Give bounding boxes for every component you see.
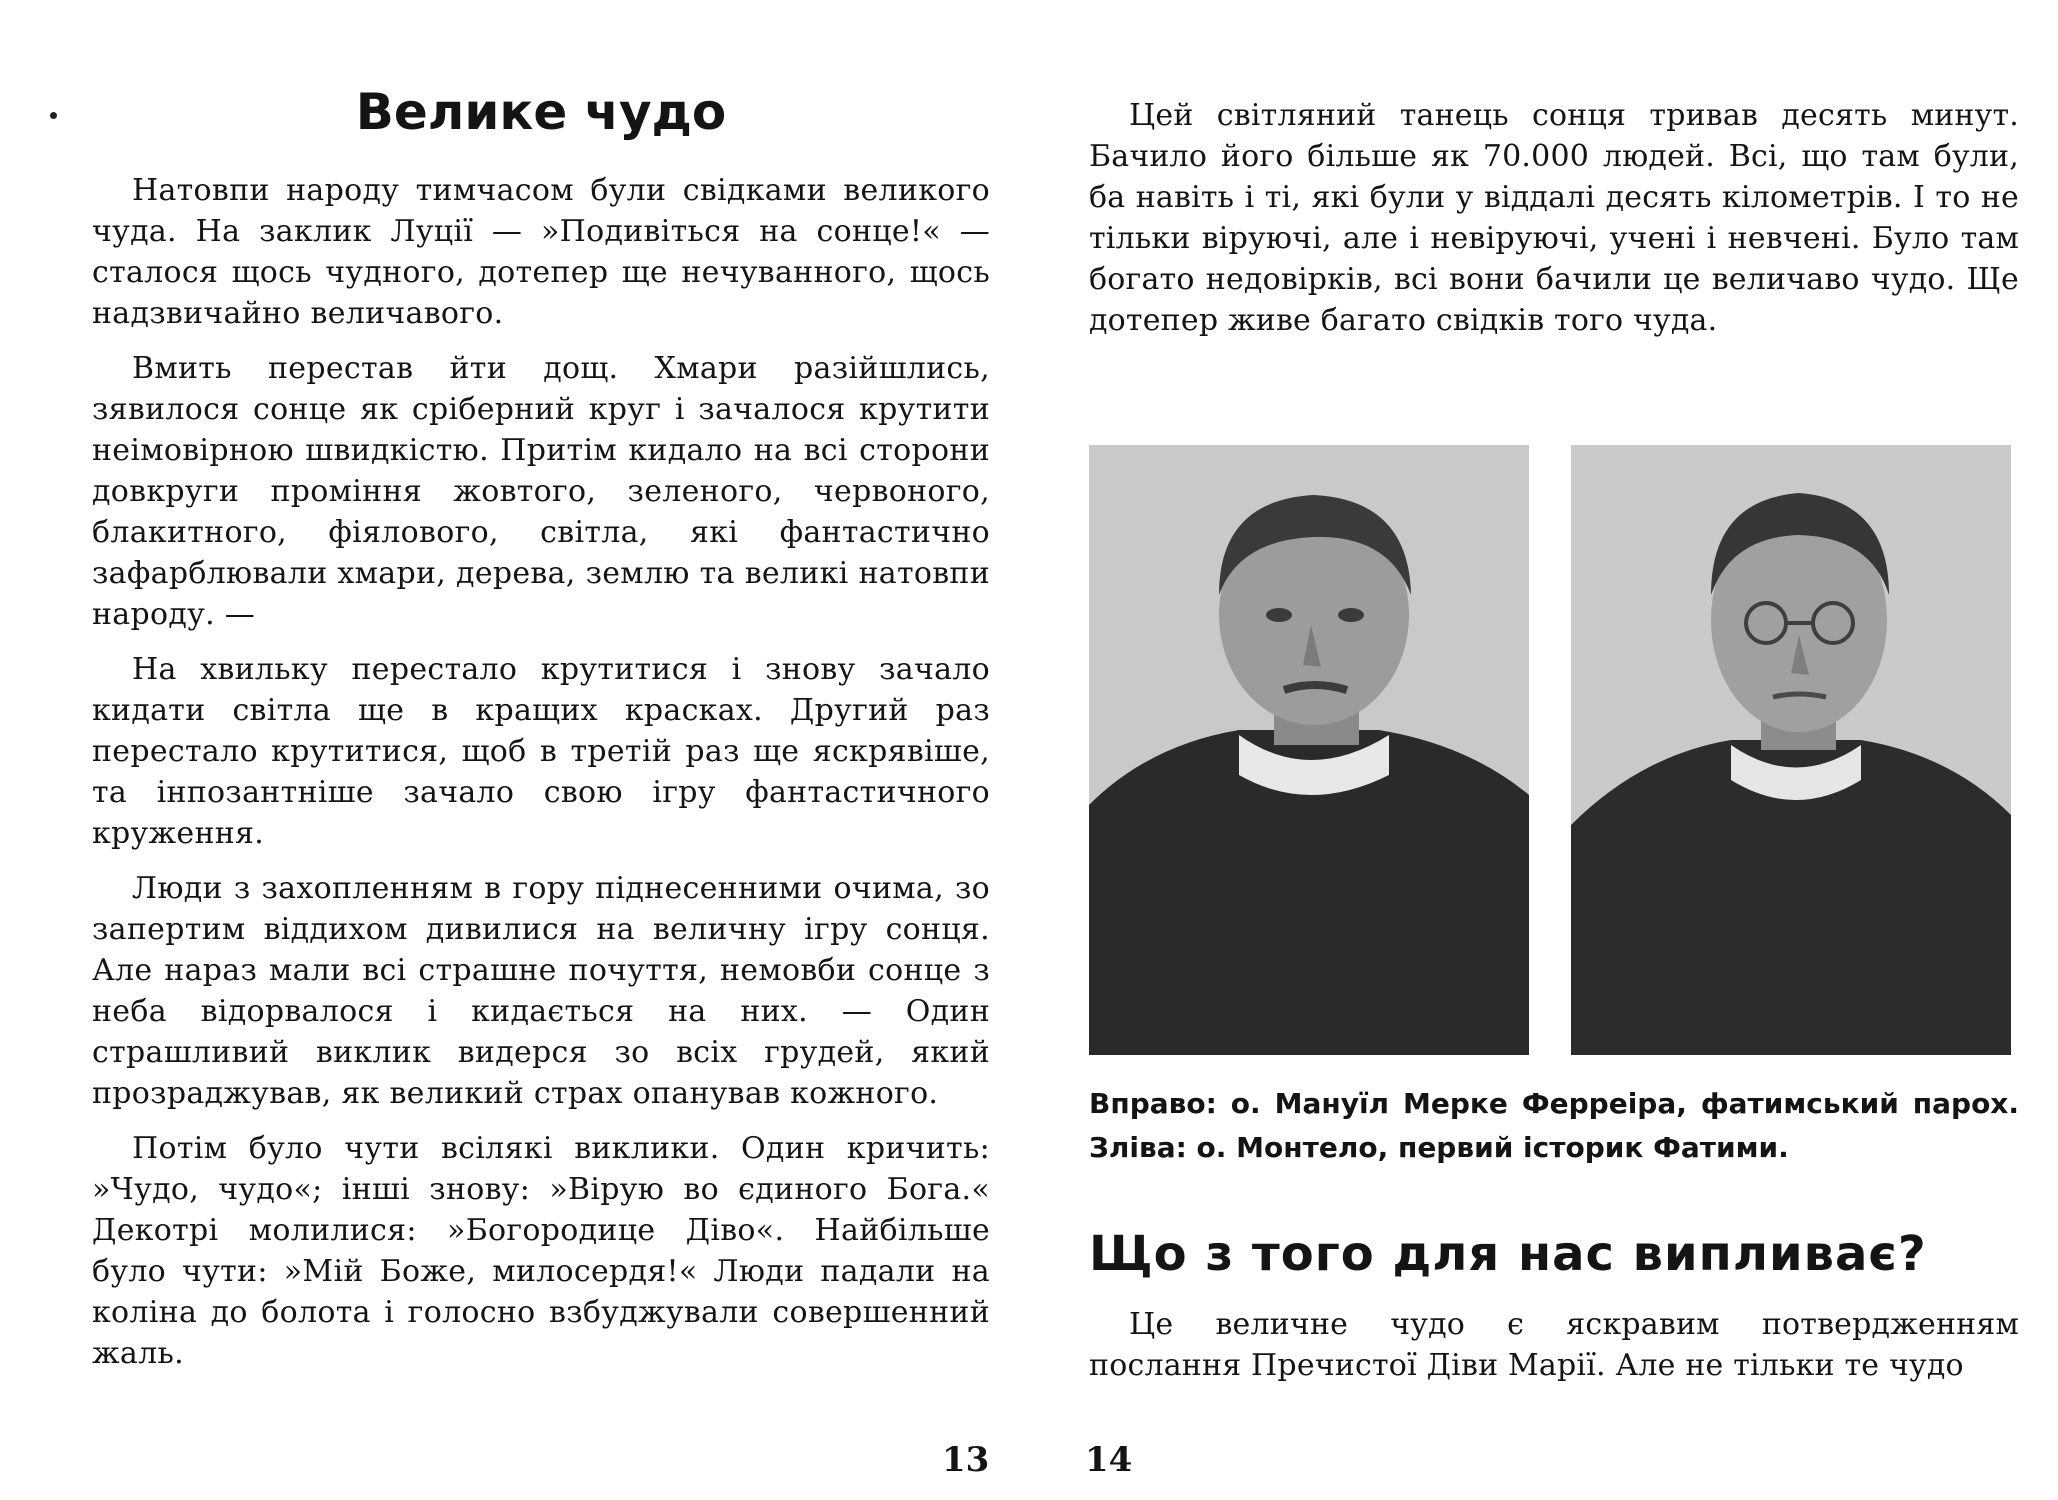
portrait-photo-right	[1571, 445, 2011, 1055]
paragraph: Цей світляний танець сонця тривав десять минут. Бачило його більше як 70.000 людей. Всі, що там були, ба навіть і ті, які були у віддалі десять кілометрів. І то не тільки віруючі, але і невіруючі, учені і невчені. Було там богато недовірків, всі вони бачили це величаво чудо. Ще дотепер живе багато свідків того чуда.	[1089, 98, 2019, 338]
paragraph: Вмить перестав йти дощ. Хмари разійшлись, зявилося сонце як сріберний круг і зачалося крутити неімовірною швидкістю. Притім кидало на всі сторони довкруги проміння жовтого, зеленого, червоного, блакитного, фіялового, світла, які фантастично зафарблювали хмари, дерева, землю та великі натовпи народу. —	[92, 351, 990, 632]
paragraph: Це величне чудо є яскравим потвердженням послання Пречистої Діви Марії. Але не тільки те чудо	[1089, 1307, 2019, 1383]
page-number: 14	[1085, 1440, 1133, 1480]
priest-portrait-icon	[1089, 445, 1529, 1055]
portrait-photos	[1089, 445, 2019, 1055]
section	[1089, 1222, 2019, 1400]
paragraph: Потім було чути всілякі виклики. Один кричить: »Чудо, чудо«; інші знову: »Вірую во єдиного Бога.« Декотрі молилися: »Богородице Діво«. Найбільше було чути: »Мій Боже, милосердя!« Люди падали на коліна до болота і голосно взбуджували совершенний жаль.	[92, 1131, 990, 1371]
page-number: 13	[942, 1440, 990, 1480]
right-page	[1029, 0, 2058, 1500]
paragraph: На хвильку перестало крутитися і знову зачало кидати світла ще в кращих красках. Другий раз перестало крутитися, щоб в третій раз ще яскрявіше, та інпозантніше зачало свою ігру фантастичного круження.	[92, 652, 990, 851]
page-title: Велике чудо	[355, 83, 727, 141]
portrait-photo-left	[1089, 445, 1529, 1055]
left-text-column	[92, 80, 990, 1388]
paragraph: Люди з захопленням в гору піднесенними очима, зо запертим віддихом дивилися на величну ігру сонця. Але нараз мали всі страшне почуття, немовби сонце з неба відорвалося і кидається на них. — Один страшливий виклик видерся зо всіх грудей, який прозраджував, як великий страх опанував кожного.	[92, 871, 990, 1111]
print-speck	[50, 112, 57, 119]
right-text-column	[1089, 95, 2019, 355]
photo-caption: Вправо: о. Мануїл Мерке Ферреіра, фатимський парох. Зліва: о. Монтело, первий історик Фатими.	[1089, 1087, 2019, 1164]
section-title: Що з того для нас випливає?	[1089, 1226, 1927, 1282]
priest-portrait-icon	[1571, 445, 2011, 1055]
paragraph: Натовпи народу тимчасом були свідками великого чуда. На заклик Луції — »Подивіться на сонце!« — сталося щось чудного, дотепер ще нечуванного, щось надзвичайно величавого.	[92, 173, 990, 331]
